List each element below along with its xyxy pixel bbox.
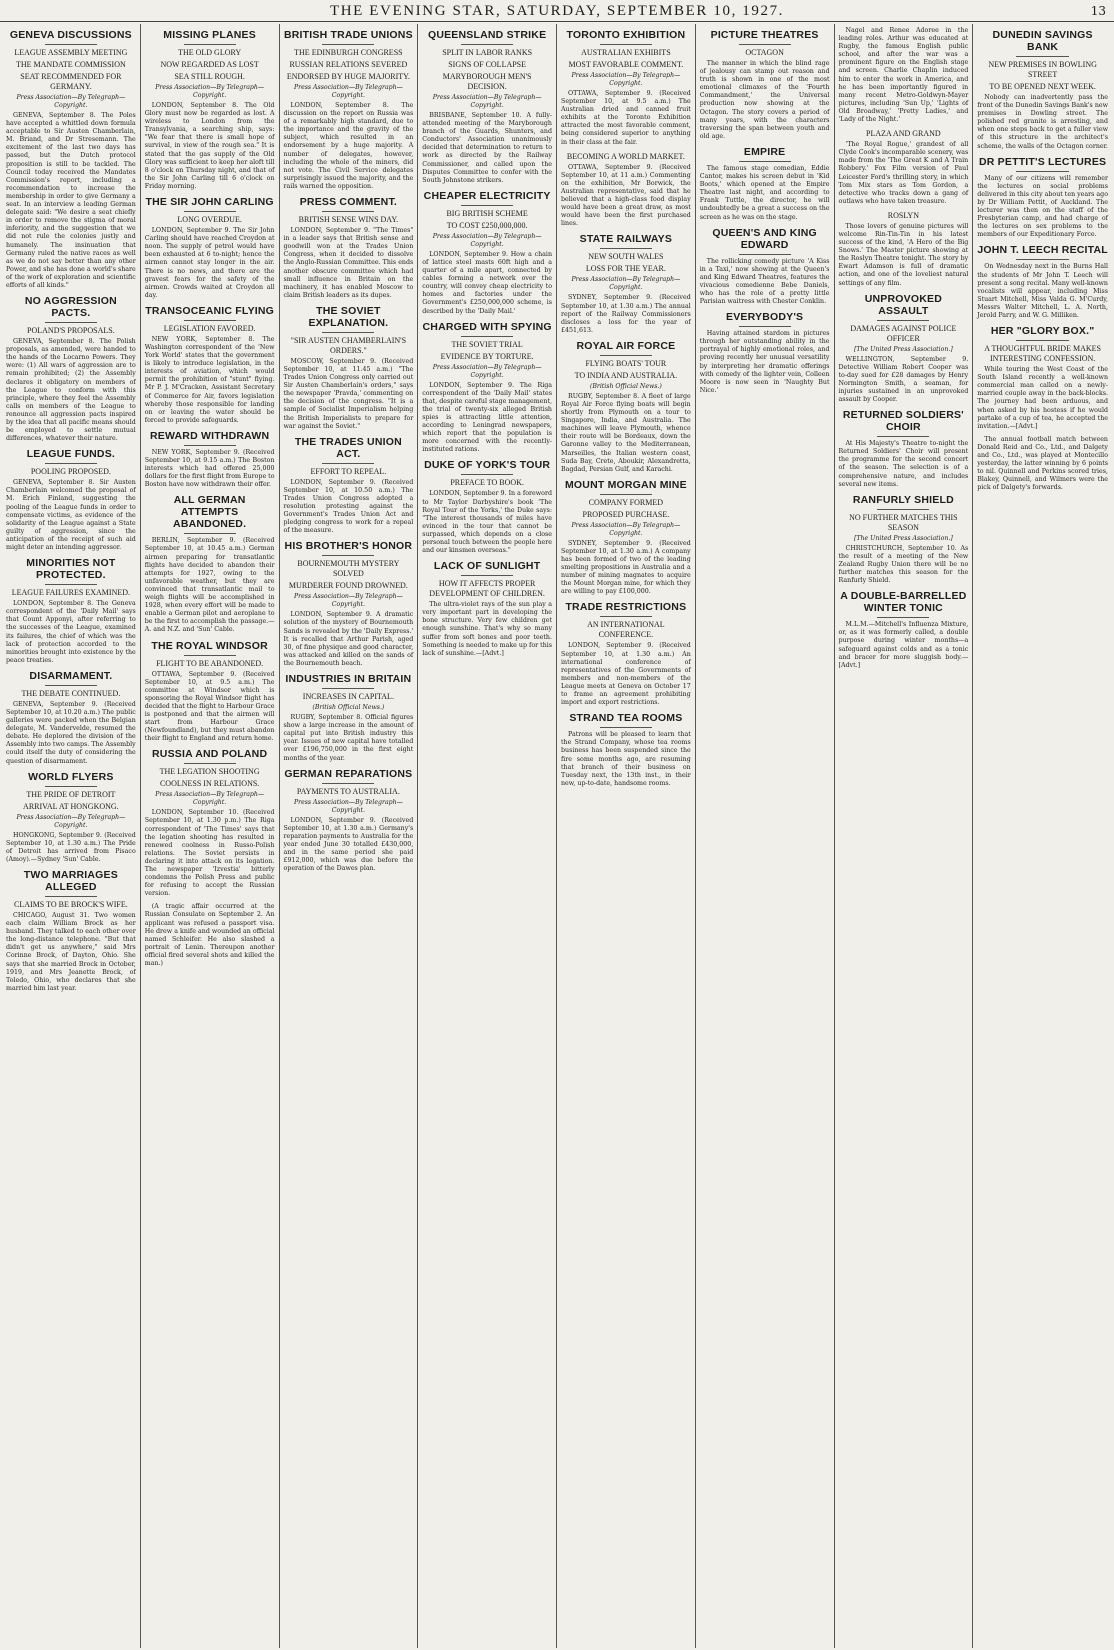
article xyxy=(145,305,275,425)
article xyxy=(6,869,136,993)
article-credit: (British Official News.) xyxy=(312,704,385,712)
article-credit: Press Association—By Telegraph—Copyright. xyxy=(432,363,542,379)
article-body: While touring the West Coast of the South Island recently a well-known commercial man called on a newly-married couple away in the back-blocks. The journey had been arduous, and when asked by his hostess if he would partake of a cup of tea, he accepted the invitation.—[Advt.] xyxy=(977,366,1108,430)
article xyxy=(145,748,275,898)
article xyxy=(561,712,691,788)
article-headline: TRADE RESTRICTIONS xyxy=(565,601,687,614)
article-headline: TWO MARRIAGES ALLEGED xyxy=(23,869,118,893)
article-headline: NO AGGRESSION PACTS. xyxy=(24,295,117,320)
article xyxy=(145,196,275,300)
article-body: LONDON, September 8. The Old Glory must now be regarded as lost. A wireless to London from the Transylvania, a searching ship, says: "We fear that there is small hope of survival, in view of the rough sea." It is stated that the gas supply of the Old Glory was sufficient to keep her aloft till 8 o'clock on Thursday night, and that of the Sir John Carling till 6 o'clock on Friday morning. xyxy=(144,102,275,190)
article-subheading: AUSTRALIAN EXHIBITS xyxy=(581,48,671,57)
article-body: SYDNEY, September 9. (Received September 10, at 1.30 a.m.) The annual report of the Railway Commissioners discloses a loss for the year of £451,613. xyxy=(561,294,691,334)
article-credit: Press Association—By Telegraph—Copyright. xyxy=(571,521,681,537)
article-body: GENEVA, September 9. (Received September 10, at 10.20 a.m.) The public galleries were packed when the Belgian delegate, M. Vandervelde, resumed the debate. He deplored the division of the Assembly into two camps. The Assembly could itself the duty of considering the question of disarmament. xyxy=(6,700,136,765)
article-credit: Press Association—By Telegraph—Copyright. xyxy=(293,84,403,99)
headline-rule xyxy=(600,616,652,617)
article-subheading: THE PRIDE OF DETROIT xyxy=(26,789,116,799)
article-subheading: ARRIVAL AT HONGKONG. xyxy=(23,801,119,811)
article-body: LONDON, September 9. The Riga correspondent of the 'Daily Mail' states that, despite careful stage management, the trial of twenty-six alleged British spies is attracting little attention, according to Leningrad newspapers, which report that the population is more concerned with the recently-instituted rations. xyxy=(422,381,552,454)
article-headline: ROYAL AIR FORCE xyxy=(576,339,676,352)
article-headline: THE ROYAL WINDSOR xyxy=(151,639,268,652)
article-subheading: FLIGHT TO BE ABANDONED. xyxy=(156,658,264,668)
article-headline: ALL GERMAN ATTEMPTS ABANDONED. xyxy=(173,494,247,531)
article-subheading: SEAT RECOMMENDED FOR GERMANY. xyxy=(20,72,122,91)
article-headline: MOUNT MORGAN MINE xyxy=(564,478,687,491)
headline-rule xyxy=(600,727,652,728)
headline-rule xyxy=(322,688,374,689)
headline-rule xyxy=(461,44,513,45)
article-subheading: MURDERER FOUND DROWNED. xyxy=(288,581,408,591)
article-subheading: NOW REGARDED AS LOST xyxy=(160,60,259,69)
headline-rule xyxy=(184,44,236,45)
article-subheading: "SIR AUSTEN CHAMBERLAIN'S ORDERS." xyxy=(290,335,407,355)
article-subheading: THE MANDATE COMMISSION xyxy=(15,60,126,69)
newspaper-columns xyxy=(2,24,1112,1648)
article-credit: Press Association—By Telegraph—Copyright. xyxy=(293,593,403,609)
article-body: OTTAWA, September 9. (Received September 10, at 9.5 a.m.) The committee at Windsor which is sponsoring the Royal Windsor flight has decided that the flight to Harbour Grace is postponed and that the airmen will start from Harbour Grace (Newfoundland), but they must abandon their flight to England and return home. xyxy=(144,670,275,743)
article-subheading: COMPANY FORMED xyxy=(588,497,664,507)
article-headline: TORONTO EXHIBITION xyxy=(566,29,686,41)
headline-rule xyxy=(739,326,791,327)
headline-rule xyxy=(877,509,929,510)
article-subheading: THE LEGATION SHOOTING xyxy=(159,767,260,777)
article xyxy=(977,436,1108,493)
article-headline: LEAGUE FUNDS. xyxy=(26,448,116,461)
article-body: The rollicking comedy picture 'A Kiss in a Taxi,' now showing at the Queen's and King Edward Theatres, features the vivacious comedienne Bebe Daniels, who has the role of a pretty little Parisian waitress with Chester Conklin. xyxy=(699,257,830,306)
article xyxy=(422,29,552,185)
article-headline: RETURNED SOLDIERS' CHOIR xyxy=(842,409,964,434)
article-headline: RUSSIA AND POLAND xyxy=(152,748,268,761)
headline-rule xyxy=(322,211,374,212)
article-body: LONDON, September 10. (Received September 10, at 1.30 p.m.) The Riga correspondent of 'The Times' says that the legation shooting has resulted in renewed coolness in Russo-Polish relations. The Soviet persists in declaring it into attack on its legation. The newspaper 'Izvestia' bitterly condemns the Polish Press and public for refusing to accept the Russian version. xyxy=(144,809,275,898)
article xyxy=(145,430,275,489)
article-body: LONDON, September 8. The discussion on the report on Russia was of a remarkably high standard, due to the importance and the gravity of the subject, which resulted in an endorsement by a huge majority. A number of delegates, however, including the whole of the miners, did not vote. The Civil Service delegates surprisingly issued the majority, and the rails warned the opposition. xyxy=(283,102,414,190)
article xyxy=(284,29,414,191)
article-body: LONDON, September 9. "The Times" in a leader says that British sense and goodwill won at the Trades Union Congress, when it decided to dissolve the Anglo-Russian Committee. This ends another obscure committee which had small influence in Britain on the machinery, it has enabled Moscow to claim British leaders as its dupes. xyxy=(283,227,414,299)
article xyxy=(977,156,1108,240)
article-body: LONDON, September 9. A dramatic solution of the mystery of Bournemouth Sands is revealed by the 'Daily Express.' It is recalled that Arthur Parish, aged 30, of fine physique and good character, was attacked and killed on the sands of the Bournemouth beach. xyxy=(283,611,414,667)
article xyxy=(6,448,136,552)
article-subheading: COOLNESS IN RELATIONS. xyxy=(159,779,260,789)
article-headline: QUEENSLAND STRIKE xyxy=(427,29,547,41)
article-credit: [The United Press Association.] xyxy=(854,534,953,542)
article xyxy=(145,640,275,744)
article-subheading: SPLIT IN LABOR RANKS xyxy=(442,48,533,57)
headline-rule xyxy=(600,494,652,495)
headline-rule xyxy=(877,436,929,437)
article-headline: CHARGED WITH SPYING xyxy=(422,320,552,333)
article-credit: Press Association—By Telegraph—Copyright. xyxy=(571,276,681,292)
article-subheading: LEGISLATION FAVORED. xyxy=(163,323,256,333)
article-headline: QUEEN'S AND KING EDWARD xyxy=(712,226,817,251)
article-headline: INDUSTRIES IN BRITAIN xyxy=(285,673,412,686)
article-body: The manner in which the blind rage of jealousy can stamp out reason and truth is shown in one of the most emotional climaxes of the 'Fourth Commandment,' the Universal production now showing at the Octagon. The story covers a period of many years, with the characters traversing the span between youth and old age. xyxy=(699,60,830,140)
article-headline: STATE RAILWAYS xyxy=(579,233,673,246)
article-body: LONDON, September 9. (Received September 10, at 10.50 a.m.) The Trades Union Congress adopted a resolution protesting against the Government's Trades Union Act and pledging congress to work for a repeal of the measure. xyxy=(283,478,414,535)
article xyxy=(145,494,275,634)
article xyxy=(839,494,969,585)
article-subheading: PLAZA AND GRAND xyxy=(866,129,941,139)
article-body: CHRISTCHURCH, September 10. As the result of a meeting of the New Zealand Rugby Union there will be no further matches this season for the Ranfurly Shield. xyxy=(838,544,969,585)
article-subheading: ENDORSED BY HUGE MAJORITY. xyxy=(286,72,410,81)
article-subheading: MOST FAVORABLE COMMENT. xyxy=(568,60,684,69)
headline-rule xyxy=(1016,340,1068,341)
article xyxy=(700,146,830,222)
article xyxy=(422,459,552,555)
article-subheading: CLAIMS TO BE BROCK'S WIFE. xyxy=(14,900,128,909)
headline-rule xyxy=(45,786,97,787)
headline-rule xyxy=(461,205,513,206)
article-credit: Press Association—By Telegraph—Copyright. xyxy=(293,798,403,814)
article-headline: DUNEDIN SAVINGS BANK xyxy=(992,29,1093,53)
article-credit: Press Association—By Telegraph—Copyright. xyxy=(155,84,265,99)
article-body: RUGBY, September 8. Official figures show a large increase in the amount of capital put into British industry this year. Issues of new capital have totalled over £196,750,000 in the first eight months of the year. xyxy=(283,714,414,762)
headline-rule xyxy=(184,211,236,212)
headline-rule xyxy=(322,555,374,556)
article-headline: PICTURE THEATRES xyxy=(710,29,819,41)
headline-rule xyxy=(322,44,374,45)
article-body: LONDON, September 9. (Received September 10, at 1.30 a.m.) An international conference of representatives of the Governments of members and non-members of the League meets at Geneva on October 17 to frame an agreement prohibiting import and export restrictions. xyxy=(561,642,691,707)
article-headline: GENEVA DISCUSSIONS xyxy=(9,29,132,41)
article xyxy=(977,29,1108,151)
article-subheading: THE OLD GLORY xyxy=(178,48,242,57)
masthead xyxy=(0,0,1114,22)
article xyxy=(422,190,552,316)
article-headline: DUKE OF YORK'S TOUR xyxy=(424,459,551,472)
article-headline: EMPIRE xyxy=(743,145,786,158)
article-body: LONDON, September 9. In a foreword to Mr Taylor Darbyshire's book 'The Royal Tour of the Yorks,' the Duke says: "The interest thousands of miles have evinced in the tour that cannot be surpassed, which depends on a close personal touch between the people here and our kinsmen overseas." xyxy=(422,490,552,555)
article xyxy=(839,211,969,288)
headline-rule xyxy=(877,320,929,321)
article-body: The ultra-violet rays of the sun play a very important part in developing the bone structure. Very few children get enough sunshine. That's why so many suffer from soft bones and poor teeth. Something is needed to make up for this lack of sunshine.—[Advt.] xyxy=(422,601,552,657)
article-credit: Press Association—By Telegraph—Copyright. xyxy=(432,232,542,248)
article-credit: Press Association—By Telegraph—Copyright. xyxy=(571,72,681,87)
article-body: NEW YORK, September 8. The Washington correspondent of the 'New York World' states that the government is likely to introduce legislation, in the interests of aviation, which would permit the prohibition of "stunt" flying. Mr P. J. M'Cracken, Assistant Secretary of Commerce for Air, favors legislation whereby those responsible for landing on or leaving the water should be forced to provide safeguards. xyxy=(144,335,275,424)
article-body: GENEVA, September 8. The Polish proposals, as amended, were handed to the hands of the Locarno Powers. They were: (1) All wars of aggression are to remain prohibited; (2) the Assembly declares it obligatory on members of the League to conform with this principle, where they feel the Assembly calls on members of the League to renounce all aggression pacts inspired by the idea that all pacific means should be employed to settle mutual differences, whatever their nature. xyxy=(6,338,136,443)
article-subheading: NEW PREMISES IN BOWLING STREET xyxy=(988,60,1097,79)
article-headline: STRAND TEA ROOMS xyxy=(569,712,683,725)
masthead-title: THE EVENING STAR, SATURDAY, SEPTEMBER 10, 1927. xyxy=(329,3,785,19)
headline-rule xyxy=(461,575,513,576)
article-credit: (British Official News.) xyxy=(589,382,662,390)
article-subheading: PREFACE TO BOOK. xyxy=(450,478,524,488)
headline-rule xyxy=(322,783,374,784)
headline-rule xyxy=(877,617,929,618)
article xyxy=(422,321,552,455)
headline-rule xyxy=(184,763,236,764)
headline-rule xyxy=(184,445,236,446)
article-credit: Press Association—By Telegraph—Copyright. xyxy=(16,94,126,109)
article-headline: MINORITIES NOT PROTECTED. xyxy=(26,557,116,582)
article-body: Patrons will be pleased to learn that the Strand Company, whose tea rooms business has been suspended since the fire some months ago, are resuming that branch of their business on Tuesday next, the 13th inst., in their new, up-to-date, handsome rooms. xyxy=(561,731,691,787)
article-headline: DISARMAMENT. xyxy=(29,669,113,682)
article-headline: A DOUBLE-BARRELLED WINTER TONIC xyxy=(840,590,967,615)
article xyxy=(6,557,136,665)
article xyxy=(561,601,691,707)
headline-rule xyxy=(322,332,374,333)
article-subheading: NO FURTHER MATCHES THIS SEASON xyxy=(849,512,958,532)
page-number: 13 xyxy=(1090,4,1106,18)
article-body: Nobody can inadvertently pass the front of the Dunedin Savings Bank's new premises in Dowling street. The polished red granite is arresting, and when one steps back to get a fuller view of this structure in the architect's scheme, the walls of the Octagon corner. xyxy=(977,94,1108,150)
headline-rule xyxy=(184,655,236,656)
headline-rule xyxy=(1016,56,1068,57)
article-subheading: HOW IT AFFECTS PROPER DEVELOPMENT OF CHILDREN. xyxy=(429,579,545,599)
column-3 xyxy=(280,24,419,1648)
article-subheading: BRITISH SENSE WINS DAY. xyxy=(298,215,399,225)
column-7 xyxy=(835,24,974,1648)
article-body: M.L.M.—Mitchell's Influenza Mixture, or, as it was formerly called, a double purpose during winter months—a safeguard against colds and as a tonic and bracer for more sluggish body.—[Advt.] xyxy=(838,621,969,669)
article-subheading: MARYBOROUGH MEN'S DECISION. xyxy=(442,72,532,91)
article-headline: PRESS COMMENT. xyxy=(299,196,398,209)
article xyxy=(561,29,691,147)
article-body: OTTAWA, September 9. (Received September 10, at 9.5 a.m.) The Australian dried and canned fruit exhibits at the Toronto Exhibition attracted the most favorable comment, being considered superior to anything in their class at the fair. xyxy=(561,90,691,146)
article-headline: MISSING PLANES xyxy=(163,29,256,41)
article xyxy=(422,560,552,658)
article-body: LONDON, September 9. (Received September 10, at 1.30 a.m.) Germany's reparation payments to Australia for the year ended June 30 totalled £430,000, and in the same period she paid £912,000, which was due before the operation of the Dawes plan. xyxy=(283,816,414,873)
article-subheading: LONG OVERDUE. xyxy=(177,215,242,225)
article xyxy=(561,340,691,474)
article-subheading: BOURNEMOUTH MYSTERY SOLVED xyxy=(297,559,400,579)
headline-rule xyxy=(45,463,97,464)
article-subheading: POOLING PROPOSED. xyxy=(30,467,111,477)
article-subheading: POLAND'S PROPOSALS. xyxy=(27,326,115,336)
article-headline: JOHN T. LEECH RECITAL xyxy=(977,244,1108,257)
headline-rule xyxy=(739,254,791,255)
column-1 xyxy=(2,24,141,1648)
article-body: Those lovers of genuine pictures will welcome Rin-Tin-Tin in his latest success of the kind, 'A Hero of the Big Snows.' The Master picture showing at the Roslyn Theatre tonight. The story by Ewart Adamson is full of dramatic action, and one of the loveliest natural settings of any film. xyxy=(838,222,969,287)
article-headline: LACK OF SUNLIGHT xyxy=(433,560,541,573)
article-credit: Press Association—By Telegraph—Copyright. xyxy=(16,813,126,829)
headline-rule xyxy=(1016,259,1068,260)
column-6 xyxy=(696,24,835,1648)
article xyxy=(284,196,414,300)
article xyxy=(145,29,275,191)
article-headline: RANFURLY SHIELD xyxy=(852,493,954,506)
article-headline: HER "GLORY BOX." xyxy=(990,325,1095,338)
article-credit: Press Association—By Telegraph—Copyright. xyxy=(432,94,542,109)
article xyxy=(977,325,1108,431)
article-body: WELLINGTON, September 9. Detective William Robert Cooper was to-day sued for £28 damages by Henry Normington Smith, a seaman, for injuries sustained in an unprovoked assault by Cooper. xyxy=(838,355,969,404)
headline-rule xyxy=(600,248,652,249)
article-subheading: LOSS FOR THE YEAR. xyxy=(585,264,666,274)
article-subheading: DAMAGES AGAINST POLICE OFFICER xyxy=(850,323,957,343)
headline-rule xyxy=(45,896,97,897)
article-subheading: THE EDINBURGH CONGRESS xyxy=(294,48,403,57)
article-subheading: AN INTERNATIONAL CONFERENCE. xyxy=(587,620,665,640)
article xyxy=(700,311,830,395)
headline-rule xyxy=(600,355,652,356)
article-subheading: TO INDIA AND AUSTRALIA. xyxy=(574,370,678,380)
article-body: BRISBANE, September 10. A fully-attended meeting of the Maryborough branch of the Guards, Shunters, and Conductors' Association unanimously decided that determination to return to work as directed by the Railway Commissioner, and called upon the Disputes Committee to confer with the South Johnstone strikers. xyxy=(422,112,552,184)
article-body: SYDNEY, September 9. (Received September 10, at 1.30 a.m.) A company has been formed of two of the leading smelting propositions in Australia and a number of mining magnates to acquire the Mount Morgan mine, for which they are willing to pay £100,000. xyxy=(561,539,691,596)
article-subheading: THE DEBATE CONTINUED. xyxy=(21,688,121,698)
article xyxy=(700,227,830,307)
article xyxy=(839,129,969,206)
article-headline: WORLD FLYERS xyxy=(28,770,114,783)
headline-rule xyxy=(45,685,97,686)
headline-rule xyxy=(600,44,652,45)
article-subheading: LEAGUE FAILURES EXAMINED. xyxy=(11,588,131,598)
headline-rule xyxy=(45,584,97,585)
article-subheading: BIG BRITISH SCHEME xyxy=(446,208,528,218)
article-headline: HIS BROTHER'S HONOR xyxy=(284,540,413,553)
article xyxy=(561,479,691,597)
article-headline: THE SIR JOHN CARLING xyxy=(145,196,274,209)
article-body: NEW YORK, September 9. (Received September 10, at 9.15 a.m.) The Boston interests which had offered 25,000 dollars for the first flight from Europe to Boston have now withdrawn their offer. xyxy=(144,448,275,489)
article-subheading: PAYMENTS TO AUSTRALIA. xyxy=(296,786,400,796)
headline-rule xyxy=(1016,171,1068,172)
headline-rule xyxy=(461,336,513,337)
article-subheading: OCTAGON xyxy=(745,48,784,57)
article-headline: BRITISH TRADE UNIONS xyxy=(283,29,413,41)
article-headline: TRANSOCEANIC FLYING xyxy=(145,304,275,317)
article-subheading: RUSSIAN RELATIONS SEVERED xyxy=(289,60,408,69)
article-subheading: A THOUGHTFUL BRIDE MAKES INTERESTING CONFESSION. xyxy=(984,344,1101,364)
article-body: The famous stage comedian, Eddie Cantor, makes his screen debut in 'Kid Boots,' which opened at the Empire Theatre last night, and according to Frank Tuttle, the director, he will undoubtedly be a great a success on the screen as he was on the stage. xyxy=(699,164,830,221)
article xyxy=(561,152,691,229)
headline-rule xyxy=(739,44,791,45)
article-body: RUGBY, September 8. A fleet of large Royal Air Force flying boats will begin shortly from Plymouth on a tour to Singapore, India, and Australia. The machines will leave Plymouth, whence their route will be Bordeaux, down the Garonne valley to the Mediterranean, Marseilles, the Italian western coast, Suda Bay, Crete, Aboukir, Alexandretta, Bagdad, Persian Gulf, and Karachi. xyxy=(561,392,691,473)
article-headline: EVERYBODY'S xyxy=(726,311,804,324)
article xyxy=(839,590,969,670)
article xyxy=(700,29,830,141)
article-body: The annual football match between Donald Reid and Co., Ltd., and Dalgety and Co., Ltd., was played at Montecillo yesterday, the latter winning by 6 points to nil. Quinnell and Perkins scored tries, Blakey, Quinnell, and Wilmers were the pick of Dalgety's forwards. xyxy=(977,435,1108,492)
article-body: MOSCOW, September 9. (Received September 10, at 11.45 a.m.) "The Trades Union Congress only carried out Sir Austen Chamberlain's orders," says the newspaper 'Pravda,' commenting on the decision of the congress. "It is a sample of Socialist Imperialism helping the British Imperialists to prepare for war against the Soviet." xyxy=(283,357,414,430)
article xyxy=(839,409,969,489)
headline-rule xyxy=(461,474,513,475)
article-body: LONDON, September 8. The Geneva correspondent of the 'Daily Mail' says that Count Apponyi, after referring to the successes of the League, examined its failures, the chief of which was the lack of protection accorded to the minorities brought into existence by the peace treaties. xyxy=(6,600,136,664)
article-credit: Press Association—By Telegraph—Copyright. xyxy=(155,791,265,807)
article-body: At His Majesty's Theatre to-night the Returned Soldiers' Choir will present the programme for the second concert of the season. The selection is of a comprehensive nature, and includes several new items. xyxy=(838,440,969,488)
article xyxy=(284,673,414,763)
article-body: Having attained stardom in pictures through her outstanding ability in the portrayal of highly emotional roles, and proving recently her unusual versatility by interpreting her dramatic offerings with comedy of the lighter vein, Colleen Moore is now seen in 'Naughty But Nice.' xyxy=(699,330,830,394)
article xyxy=(561,233,691,334)
headline-rule xyxy=(184,320,236,321)
article-subheading: SEA STILL ROUGH. xyxy=(174,72,245,81)
article-body: LONDON, September 9. The Sir John Carling should have reached Croydon at noon. The supply of petrol would have been exhausted at 6 to-night; hence the airmen cannot stay longer in the air. There is no news, and there are the gravest fears for the safety of the airmen. Crowds waited at Croydon all day. xyxy=(144,227,275,299)
headline-rule xyxy=(184,533,236,534)
article-credit: [The United Press Association.] xyxy=(854,345,953,353)
article-headline: UNPROVOKED ASSAULT xyxy=(864,292,942,317)
article xyxy=(284,540,414,668)
article-subheading: ROSLYN xyxy=(887,210,919,220)
article xyxy=(284,436,414,536)
article xyxy=(6,295,136,443)
article-body: On Wednesday next in the Burns Hall the students of Mr John T. Leech will present a song recital. Many well-known vocalists will appear, including Miss Stuart Mitchell, Miss Valda G. M'Curdy, Messrs Walter Mitchell, L. A. North, Jerold Parry, and W. G. Milliken. xyxy=(977,263,1108,319)
column-4 xyxy=(418,24,557,1648)
article-subheading: FLYING BOATS' TOUR xyxy=(585,358,667,368)
article xyxy=(145,903,275,968)
article xyxy=(284,305,414,431)
article xyxy=(6,29,136,290)
article-subheading: INCREASES IN CAPITAL. xyxy=(302,692,394,702)
article-body: 'The Royal Rogue,' grandest of all Clyde Cook's incomparable scenery, was made from the 'The Great K and A Train Robbery.' Fox Film version of Paul Leicester Ford's thrilling story, in which Tom Mix stars as Tom Gordon, a detective who tracks down a gang of outlaws who have taken treasure. xyxy=(838,141,969,205)
article-body: BERLIN, September 9. (Received September 10, at 10.45 a.m.) German airmen preparing for transatlantic flights have decided to abandon their attempts for 1927, owing to the unfavorable weather, but they are convinced that transatlantic mail to weigh flights will be accomplished in 1928, when every effort will be made to enable a German pilot and aeroplane to be the first to accomplish the passage.—A. and N.Z. and 'Sun' Cable. xyxy=(144,537,275,634)
article-body: GENEVA, September 8. The Poles have accepted a whittled down formula acceptable to Sir Austen Chamberlain, M. Briand, and Dr Stresemann. The excitement of the last two days has passed, but the Dutch protocol proposition is still to be tackled. The Council today received the Mandates Commission's report, including a recommendation to increase the membership in order to give Germany a seat. In an interview a leading German delegate said: "We desire a seat chiefly in order to remove the stigma of moral inferiority, and the suggestion that we did not rule the colonies justly and humanely. The insinuation that Germany ruled the native races as well as we do not say better than any other Power, and she has done a world's share of the work of exploration and scientific efforts of all kinds." xyxy=(6,112,136,289)
article xyxy=(839,293,969,405)
article-subheading: EVIDENCE BY TORTURE. xyxy=(440,351,534,361)
article xyxy=(6,771,136,864)
article-subheading: SIGNS OF COLLAPSE xyxy=(448,60,527,69)
article-headline: REWARD WITHDRAWN xyxy=(149,429,270,442)
article-body: GENEVA, September 8. Sir Austen Chamberlain welcomed the proposal of M. Erich Finland, suggesting the pooling of the League funds in order to compensate victims, as evidence of the solidarity of the League against a State guilty of aggression, since the anticipation of the receipt of such aid might deter an intending aggressor. xyxy=(6,479,136,552)
headline-rule xyxy=(322,463,374,464)
article-body: Nagel and Renee Adoree in the leading roles. Arthur was educated at Rugby, the famous English public school, and after the war was a prominent figure on the English stage and screen. Charlie Chaplin induced him to enter the work in America, and he has been importantly figured in many recent Metro-Goldwyn-Mayer pictures, including 'Sun Up,' 'Lights of Old Broadway,' 'Pretty Ladies,' and 'Lady of the Night.' xyxy=(838,27,969,124)
article-subheading: THE SOVIET TRIAL xyxy=(451,339,523,349)
article-body: HONGKONG, September 9. (Received September 10, at 1.30 a.m.) The Pride of Detroit has arrived from Pisaco (Amoy).—Sydney 'Sun' Cable. xyxy=(6,831,136,863)
article-body: (A tragic affair occurred at the Russian Consulate on September 2. An applicant was refused a passport visa. He drew a knife and wounded an official named Schleifer. He also slashed a portrait of Lenin. Thereupon another official fired several shots and killed the man.) xyxy=(144,903,275,968)
article-subheading: TO COST £250,000,000. xyxy=(446,220,528,230)
article-headline: GERMAN REPARATIONS xyxy=(284,767,413,780)
article xyxy=(6,670,136,766)
headline-rule xyxy=(739,161,791,162)
article-subheading: EFFORT TO REPEAL. xyxy=(310,466,387,476)
article-body: Many of our citizens will remember the lectures on social problems delivered in this city about ten years ago by Dr William Pettit, of Auckland. The lecturer was then on the staff of the Presbyterian camp, and had charge of the lectures on sex problems to the members of our Expeditionary Force. xyxy=(977,174,1108,239)
column-5 xyxy=(557,24,696,1648)
article-body: LONDON, September 9. How a chain of lattice steel masts 60ft high and a quarter of a mile apart, connected by cables forming a network over the country, will convey cheap electricity to homes and factories under the Government's £250,000,000 scheme, is described by the 'Daily Mail.' xyxy=(422,250,552,315)
article-body: CHICAGO, August 31. Two women each claim William Brock as her husband. They talked to each other over the long-distance telephone. "But that didn't get us anywhere," said Mrs Corinne Brock, of Dayton, Ohio. She says that she married Brock in October, 1919, and Mrs Jeanette Brock, of Toledo, Ohio, who declares that she married him last year. xyxy=(6,912,136,992)
article xyxy=(977,244,1108,320)
column-8 xyxy=(973,24,1112,1648)
headline-rule xyxy=(45,322,97,323)
article-subheading: NEW SOUTH WALES xyxy=(588,252,664,262)
article-subheading: BECOMING A WORLD MARKET. xyxy=(566,151,685,161)
article-headline: CHEAPER ELECTRICITY xyxy=(423,189,551,202)
article-subheading: PROPOSED PURCHASE. xyxy=(582,509,670,519)
headline-rule xyxy=(45,44,97,45)
article xyxy=(284,768,414,874)
article xyxy=(839,27,969,124)
article-subheading: LEAGUE ASSEMBLY MEETING xyxy=(14,48,128,57)
article-body: OTTAWA, September 9. (Received September 10, at 11 a.m.) Commenting on the exhibition, Mr Borwick, the Australian representative, said that he believed that a high-class food display would have been a great draw, as most would have been the first purchased lines. xyxy=(561,163,691,228)
column-2 xyxy=(141,24,280,1648)
article-headline: THE TRADES UNION ACT. xyxy=(294,435,402,460)
article-subheading: TO BE OPENED NEXT WEEK. xyxy=(989,82,1096,91)
article-headline: DR PETTIT'S LECTURES xyxy=(978,155,1107,168)
article-headline: THE SOVIET EXPLANATION. xyxy=(308,304,389,329)
